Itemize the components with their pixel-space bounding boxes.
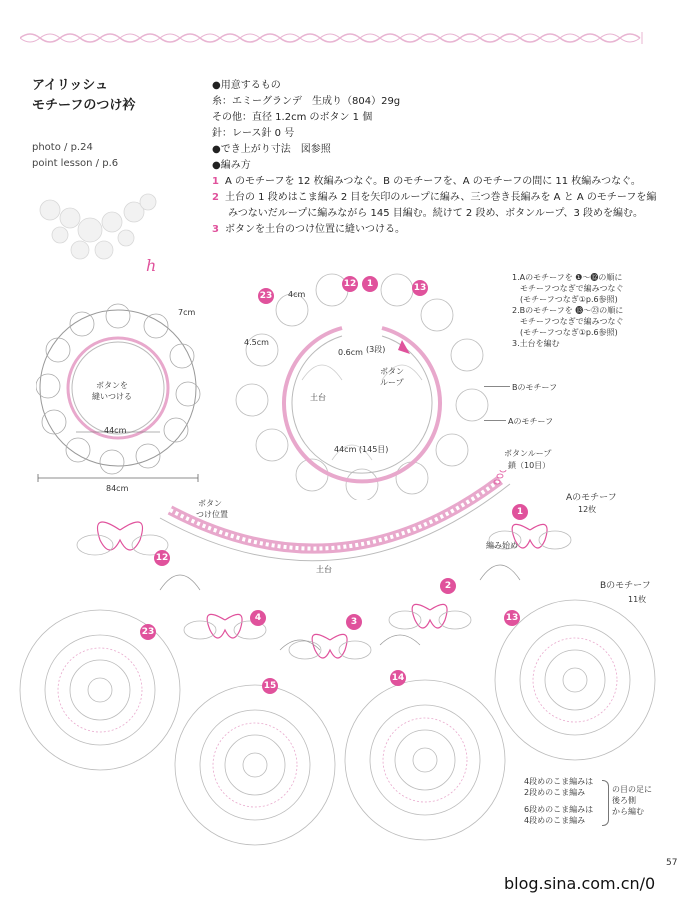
legend-line: モチーフつなぎで編みつなぐ [520,284,624,293]
motif-a-count: 12枚 [578,505,597,514]
badge-main-23: 23 [140,624,156,640]
collar-thumbnail [30,190,160,270]
watermark: blog.sina.com.cn/0 [504,874,656,893]
instructions-block [212,78,682,238]
collar-diagram-large [232,270,502,500]
badge-main-13: 13 [504,610,520,626]
button-loop-label: ボタンループ [504,449,552,458]
step-number: 1 [212,176,219,187]
page-title-line1: アイリッシュ [32,78,109,93]
button-position-line1: ボタン [198,499,222,508]
legend-row: 4段めのこま編みは [524,777,594,786]
legend-bottom [524,776,593,826]
page-number: 57 [666,858,678,868]
legend-brace [602,780,609,826]
motif-b-count: 11枚 [628,595,647,604]
rows-3: (3段) [366,345,386,354]
badge-main-3: 3 [346,614,362,630]
page-title-line2: モチーフのつけ衿 [32,98,136,113]
legend-note-line: から編む [612,807,644,816]
handwritten-mark: h [146,256,157,275]
materials-needle: 針：レース針 0 号 [212,128,295,139]
dim-44cm-145: 44cm (145目) [334,445,389,454]
legend-line: 1.Aのモチーフを ❶～⓬の順に [512,273,623,282]
motif-b-label-top: Bのモチーフ [512,383,558,392]
dim-0-6cm: 0.6cm [338,348,363,357]
legend-row: 4段めのこま編み [524,816,586,825]
dim-44cm-left: 44cm [104,426,127,435]
method-heading: ●編み方 [212,160,251,171]
button-note-line1: ボタンを [96,381,128,390]
motif-a-label-top: Aのモチーフ [508,417,554,426]
step-number: 2 [212,192,219,203]
legend-note-line: 後ろ側 [612,796,636,805]
button-loop-label-top: ボタン ループ [380,367,404,387]
lesson-reference: point lesson / p.6 [32,158,119,169]
badge-1: 1 [362,276,378,292]
motif-a-label: Aのモチーフ [566,493,617,503]
materials-other: その他：直径 1.2cm のボタン 1 個 [212,112,373,123]
dim-4-5cm: 4.5cm [244,338,269,347]
photo-reference: photo / p.24 [32,142,93,153]
legend-line: (モチーフつなぎ①p.6参照) [520,295,618,304]
badge-23: 23 [258,288,274,304]
materials-yarn: 糸：エミーグランデ 生成り（804）29g [212,96,401,107]
motif-b-label: Bのモチーフ [600,581,651,591]
legend-note-line: の目の足に [612,785,652,794]
method-step [212,222,682,238]
badge-12: 12 [342,276,358,292]
base-label-top: 土台 [310,393,326,402]
legend-line: 3.土台を編む [512,339,560,348]
badge-13: 13 [412,280,428,296]
legend-row: 6段めのこま編みは [524,805,594,814]
size-heading: ●でき上がり寸法 図参照 [212,144,331,155]
dim-7cm: 7cm [178,308,196,317]
button-position-line2: つけ位置 [196,510,228,519]
leader-line [484,420,506,421]
method-step [212,206,682,222]
badge-main-15: 15 [262,678,278,694]
top-border-decoration [20,28,670,48]
step-text: 土台の 1 段めはこま編み 2 目を矢印のループに編み、三つ巻き長編みを A と A のモチーフを編 [224,192,657,203]
dim-84cm: 84cm [106,484,129,493]
button-loop-chain: 鎖（10目） [508,461,551,470]
legend-note [612,784,652,817]
start-label: 編み始め [486,541,518,550]
dim-4cm: 4cm [288,290,306,299]
badge-main-4: 4 [250,610,266,626]
step-text: ボタンを土台のつけ位置に縫いつける。 [224,224,405,235]
button-note-line2: 縫いつける [92,392,132,401]
badge-main-1: 1 [512,504,528,520]
legend-line: モチーフつなぎで編みつなぐ [520,317,624,326]
base-label: 土台 [316,565,332,574]
method-step [212,190,682,206]
step-text: みつないだループに編みながら 145 目編む。続けて 2 段め、ボタンループ、3 段めを編む。 [228,208,644,219]
badge-main-12: 12 [154,550,170,566]
legend-top [512,272,684,349]
step-text: A のモチーフを 12 枚編みつなぐ。B のモチーフを、A のモチーフの間に 11 枚編みつなぐ。 [224,176,641,187]
legend-line: (モチーフつなぎ①p.6参照) [520,328,618,337]
materials-heading: ●用意するもの [212,80,281,91]
step-number: 3 [212,224,219,235]
legend-row: 2段めのこま編み [524,788,586,797]
legend-line: 2.Bのモチーフを ⓭～㉓の順に [512,306,624,315]
badge-main-2: 2 [440,578,456,594]
badge-main-14: 14 [390,670,406,686]
method-step [212,174,682,190]
leader-line [484,386,510,387]
